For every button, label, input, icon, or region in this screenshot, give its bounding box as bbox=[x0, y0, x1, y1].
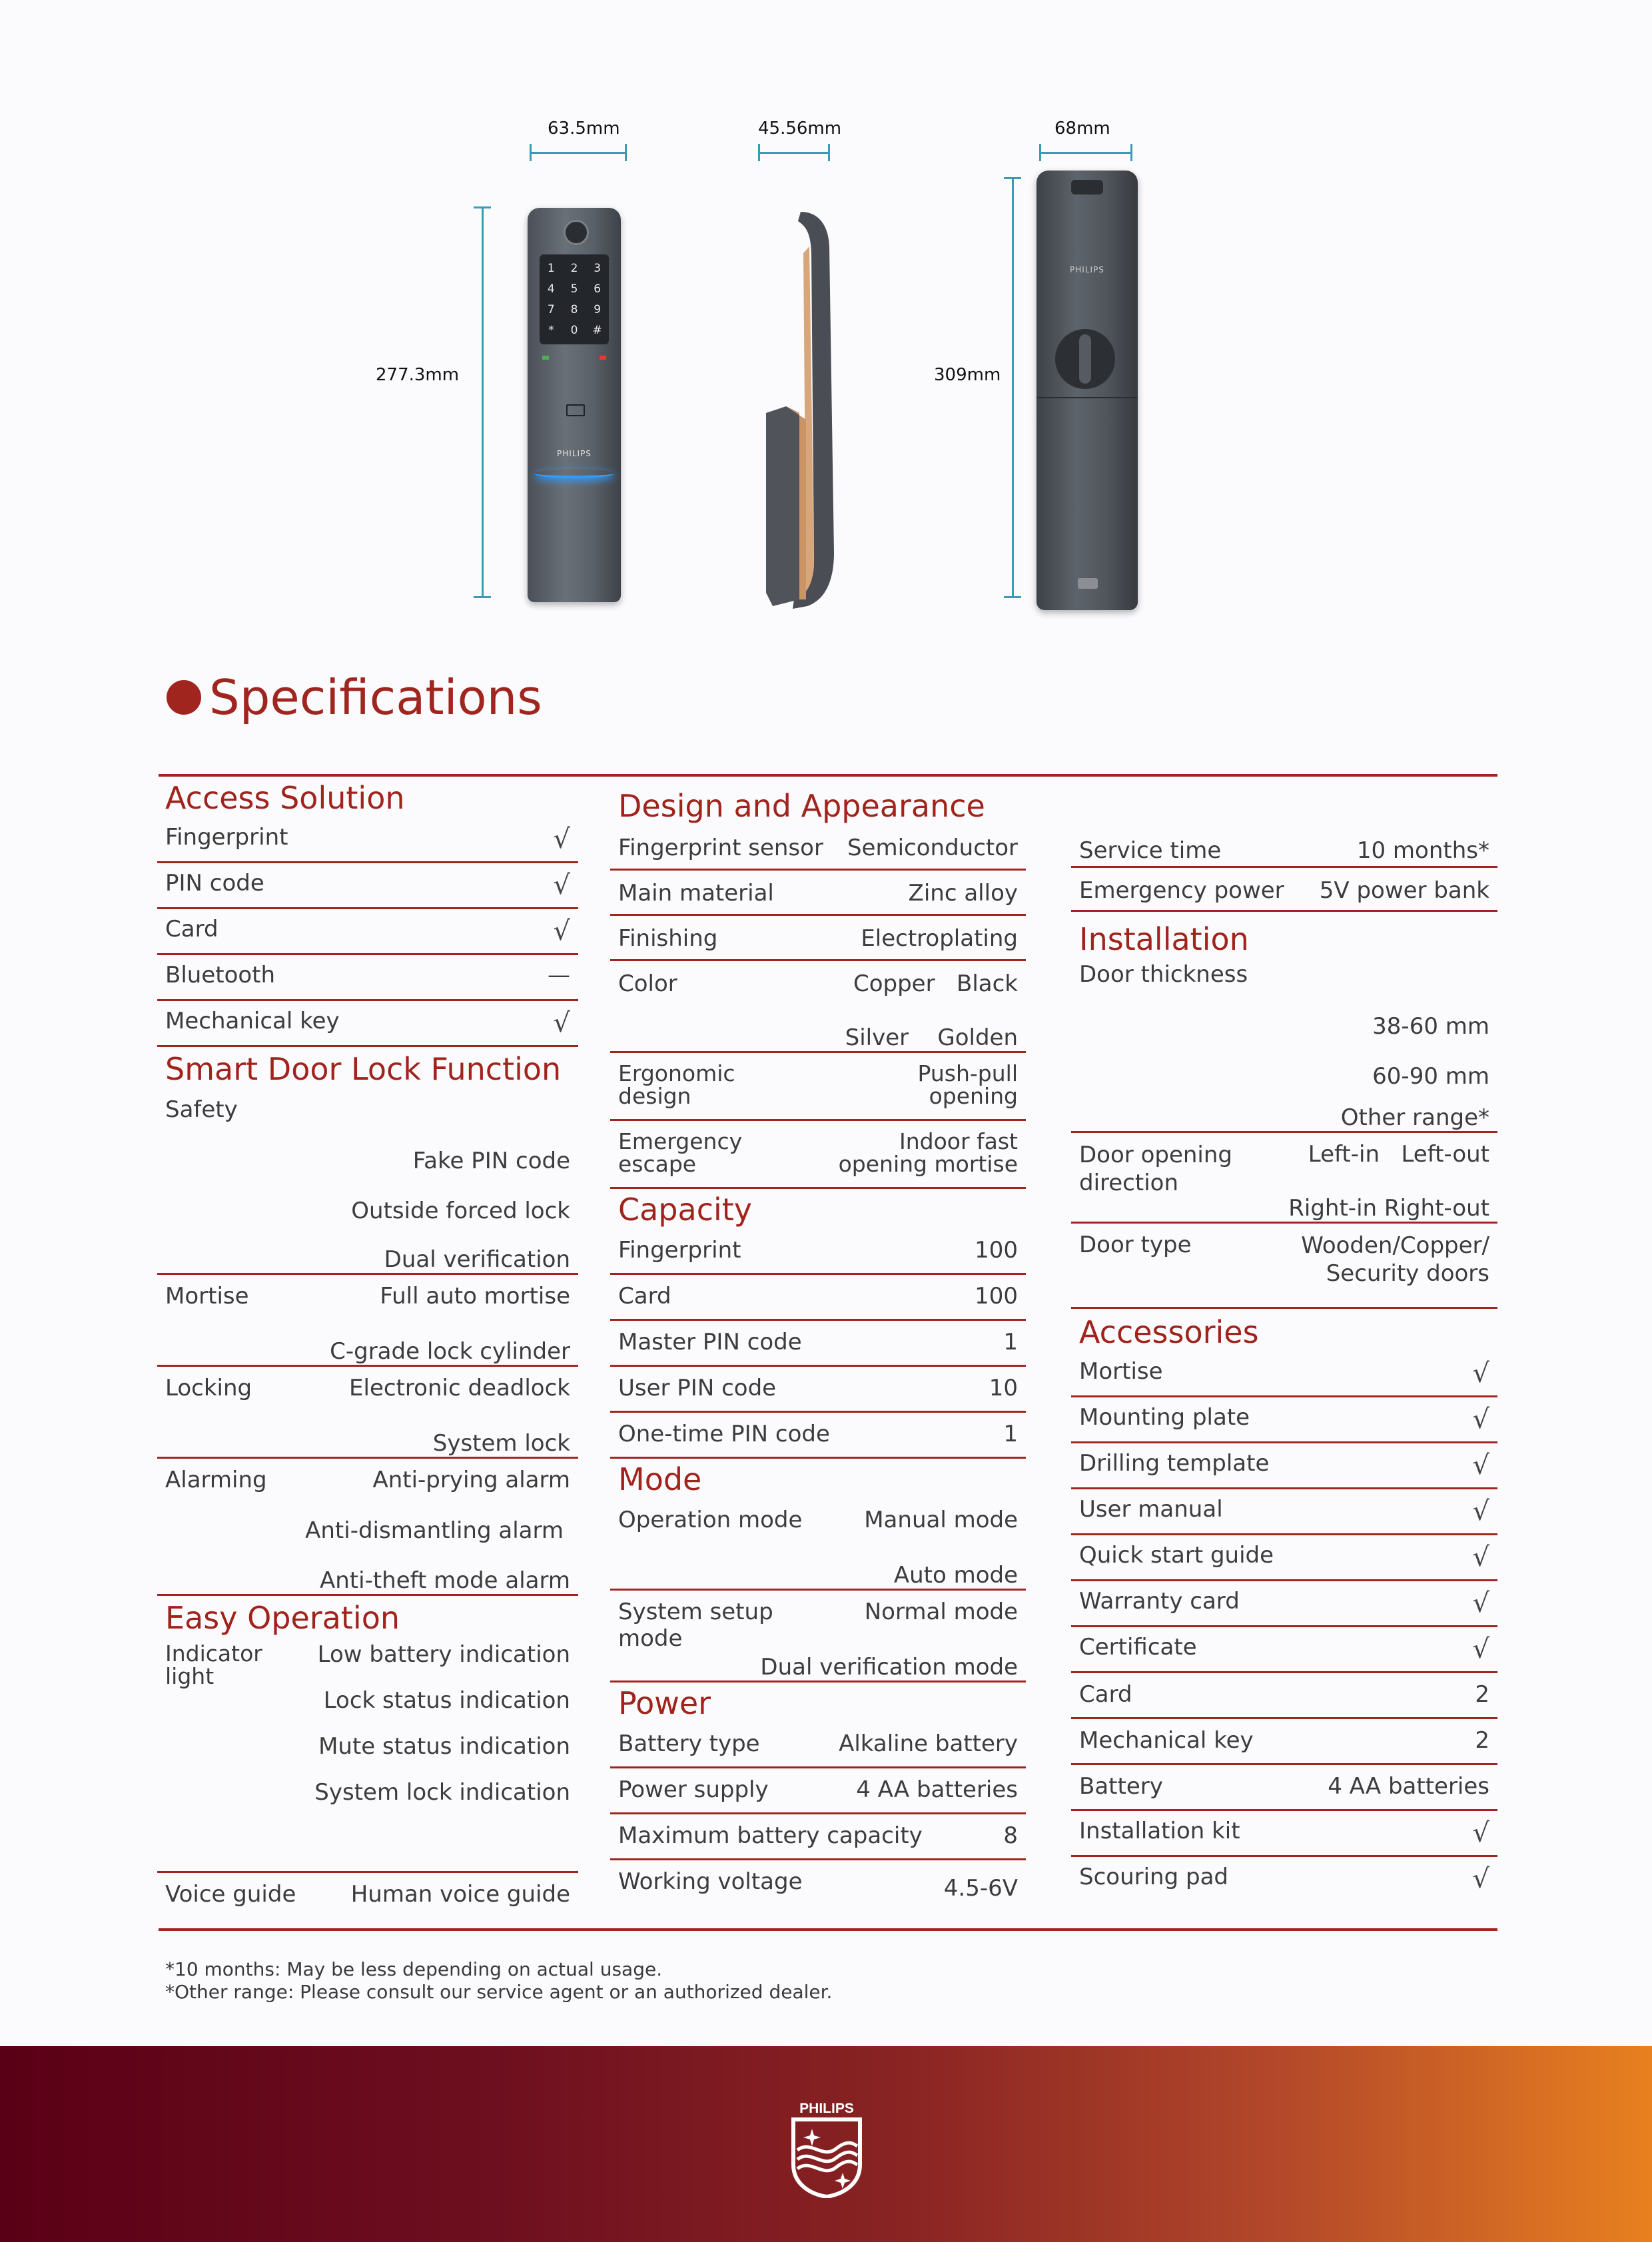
spec-row bbox=[610, 1321, 1026, 1367]
spec-value: Zinc alloy bbox=[908, 880, 1018, 907]
key: * bbox=[548, 323, 554, 337]
spec-row bbox=[1071, 1535, 1497, 1581]
spec-value: Right-out bbox=[1384, 1195, 1489, 1222]
front-width-line bbox=[530, 152, 627, 154]
tick bbox=[1004, 177, 1021, 179]
spec-key: Door type bbox=[1079, 1232, 1192, 1258]
tick bbox=[625, 144, 627, 161]
spec-key: Working voltage bbox=[618, 1868, 803, 1895]
spec-key: Door opening direction bbox=[1079, 1142, 1232, 1196]
table-bottom-rule bbox=[159, 1928, 1497, 1931]
indicator-values bbox=[314, 1632, 570, 1816]
spec-value: 10 bbox=[989, 1375, 1018, 1401]
status-led-red bbox=[600, 356, 606, 360]
spec-value: Low battery indication bbox=[317, 1641, 570, 1668]
spec-value: √ bbox=[1472, 1404, 1489, 1435]
spec-key: Power supply bbox=[618, 1776, 769, 1803]
spec-key: Fingerprint bbox=[165, 824, 288, 851]
spec-value: 1 bbox=[1003, 1329, 1018, 1355]
specifications-heading bbox=[167, 669, 542, 725]
spec-column-1 bbox=[157, 775, 578, 1913]
light-bar bbox=[534, 469, 614, 478]
logo-text: PHILIPS bbox=[799, 2101, 854, 2116]
front-height-line bbox=[482, 206, 484, 598]
spec-value: Left-out bbox=[1401, 1141, 1489, 1168]
spec-row-mortise bbox=[157, 1275, 578, 1367]
spec-key: Main material bbox=[618, 880, 774, 907]
spec-key: Fingerprint bbox=[618, 1237, 741, 1264]
section-mode: Mode bbox=[618, 1461, 702, 1497]
spec-row bbox=[1071, 1673, 1497, 1719]
spec-key: Mechanical key bbox=[165, 1008, 340, 1034]
spec-row bbox=[610, 1860, 1026, 1900]
spec-value: 5V power bank bbox=[1319, 877, 1489, 904]
spec-row bbox=[157, 955, 578, 1001]
spec-row bbox=[610, 1413, 1026, 1459]
spec-value: 60-90 mm bbox=[1372, 1062, 1489, 1090]
spec-value: √ bbox=[553, 1008, 570, 1038]
spec-row-color bbox=[610, 961, 1026, 1053]
tick bbox=[530, 144, 532, 161]
section-capacity: Capacity bbox=[618, 1192, 753, 1228]
spec-key: Fingerprint sensor bbox=[618, 835, 823, 861]
section-accessories: Accessories bbox=[1079, 1314, 1259, 1350]
spec-value: Full auto mortise bbox=[380, 1283, 570, 1309]
spec-value: Lock status indication bbox=[323, 1687, 570, 1714]
tick bbox=[1004, 596, 1021, 598]
color-value: Copper bbox=[853, 970, 935, 997]
spec-row bbox=[1071, 1719, 1497, 1765]
back-height-label: 309mm bbox=[934, 365, 1001, 385]
spec-value: Wooden/Copper/ bbox=[1301, 1232, 1489, 1259]
spec-key: Warranty card bbox=[1079, 1588, 1240, 1615]
key: 3 bbox=[594, 262, 602, 276]
spec-row-door-type bbox=[1071, 1224, 1497, 1309]
spec-key: Ergonomic design bbox=[618, 1060, 735, 1109]
footnote: *Other range: Please consult our service agent or an authorized dealer. bbox=[165, 1981, 833, 2003]
philips-shield-logo bbox=[788, 2098, 865, 2198]
spec-row-setup-mode bbox=[610, 1591, 1026, 1682]
usb-port bbox=[1078, 578, 1098, 589]
front-width-label: 63.5mm bbox=[548, 119, 620, 139]
section-power: Power bbox=[618, 1685, 711, 1721]
spec-value: 4.5-6V bbox=[943, 1875, 1018, 1902]
color-value: Silver bbox=[845, 1024, 909, 1051]
tick bbox=[1130, 144, 1132, 161]
spec-key: Emergency power bbox=[1079, 877, 1284, 904]
spec-key: Mechanical key bbox=[1079, 1727, 1254, 1754]
spec-key: Mortise bbox=[1079, 1358, 1163, 1385]
front-height-label: 277.3mm bbox=[376, 365, 460, 385]
spec-value: √ bbox=[1472, 1864, 1489, 1894]
key: 0 bbox=[570, 323, 578, 337]
spec-value: Electroplating bbox=[861, 925, 1018, 952]
spec-key: Mounting plate bbox=[1079, 1404, 1250, 1431]
brand-label: PHILIPS bbox=[557, 449, 592, 458]
key: 7 bbox=[547, 302, 555, 316]
spec-value: 2 bbox=[1475, 1681, 1489, 1708]
spec-row bbox=[610, 1367, 1026, 1413]
lock-back-view bbox=[1036, 171, 1138, 610]
spec-key: Voice guide bbox=[165, 1881, 296, 1908]
spec-value: 100 bbox=[975, 1237, 1018, 1264]
spec-value: Left-in bbox=[1308, 1141, 1380, 1168]
spec-key: Card bbox=[618, 1283, 671, 1309]
spec-value: √ bbox=[1472, 1450, 1489, 1481]
footer-band bbox=[0, 2046, 1652, 2242]
spec-value: √ bbox=[1472, 1634, 1489, 1665]
spec-row-opening-direction bbox=[1071, 1133, 1497, 1224]
spec-row-alarming bbox=[157, 1459, 578, 1596]
side-width-line bbox=[758, 152, 830, 154]
spec-key: Quick start guide bbox=[1079, 1542, 1274, 1569]
spec-key: Door thickness bbox=[1079, 961, 1248, 988]
spec-row bbox=[157, 863, 578, 909]
spec-value: 100 bbox=[975, 1283, 1018, 1309]
keypad bbox=[540, 254, 609, 344]
back-width-label: 68mm bbox=[1054, 119, 1110, 139]
spec-key: System setup mode bbox=[618, 1599, 773, 1652]
spec-row bbox=[1071, 1857, 1497, 1897]
spec-value: — bbox=[548, 962, 570, 988]
spec-value: √ bbox=[553, 916, 570, 946]
spec-value: Security doors bbox=[1326, 1260, 1489, 1287]
spec-value: √ bbox=[1472, 1358, 1489, 1389]
spec-value: Fake PIN code bbox=[412, 1148, 570, 1174]
key: 9 bbox=[594, 302, 602, 316]
key: 4 bbox=[547, 282, 555, 296]
spec-value: Semiconductor bbox=[847, 835, 1018, 861]
key: # bbox=[592, 323, 602, 337]
spec-key: Scouring pad bbox=[1079, 1864, 1228, 1890]
spec-key: Color bbox=[618, 970, 677, 997]
section-smart-door-lock: Smart Door Lock Function bbox=[165, 1051, 562, 1087]
spec-value: Auto mode bbox=[893, 1562, 1018, 1589]
tick bbox=[758, 144, 760, 161]
spec-key: Operation mode bbox=[618, 1507, 803, 1533]
bullet-dot-icon bbox=[167, 680, 201, 715]
key: 2 bbox=[570, 262, 578, 276]
spec-row bbox=[157, 817, 578, 863]
status-led-green bbox=[542, 356, 549, 360]
spec-row bbox=[610, 916, 1026, 961]
section-easy-operation: Easy Operation bbox=[165, 1600, 400, 1636]
spec-row bbox=[157, 1001, 578, 1047]
spec-value: C-grade lock cylinder bbox=[330, 1338, 570, 1365]
spec-row-operation-mode bbox=[610, 1499, 1026, 1591]
spec-row bbox=[1071, 1351, 1497, 1397]
spec-key: Card bbox=[1079, 1681, 1132, 1708]
spec-row bbox=[1071, 1489, 1497, 1535]
spec-value: Indoor fast opening mortise bbox=[838, 1128, 1018, 1177]
key: 5 bbox=[570, 282, 578, 296]
spec-key: User PIN code bbox=[618, 1375, 777, 1401]
spec-key: Certificate bbox=[1079, 1634, 1197, 1661]
spec-value: Mute status indication bbox=[318, 1733, 570, 1760]
lock-side-view bbox=[759, 206, 846, 616]
key: 8 bbox=[570, 302, 578, 316]
spec-value: Right-in bbox=[1288, 1195, 1378, 1222]
back-brand-label: PHILIPS bbox=[1070, 265, 1104, 274]
spec-row bbox=[1071, 1765, 1497, 1811]
spec-key: Card bbox=[165, 916, 218, 942]
spec-value: 4 AA batteries bbox=[1328, 1773, 1489, 1800]
spec-value: System lock indication bbox=[314, 1779, 570, 1806]
specifications-title: Specifications bbox=[209, 669, 542, 725]
spec-key: Emergency escape bbox=[618, 1128, 743, 1177]
tick bbox=[474, 596, 491, 598]
spec-value: √ bbox=[1472, 1818, 1489, 1848]
spec-row-door-thickness bbox=[1071, 958, 1497, 1133]
spec-value: Alkaline battery bbox=[839, 1730, 1018, 1757]
spec-row bbox=[610, 1768, 1026, 1814]
spec-key: Alarming bbox=[165, 1467, 267, 1493]
section-installation: Installation bbox=[1079, 921, 1249, 957]
spec-value: Electronic deadlock bbox=[349, 1375, 570, 1401]
spec-key: One-time PIN code bbox=[618, 1421, 830, 1447]
color-value: Black bbox=[957, 970, 1018, 997]
knob-handle bbox=[1079, 334, 1091, 384]
spec-key: Master PIN code bbox=[618, 1329, 802, 1355]
footnote: *10 months: May be less depending on actual usage. bbox=[165, 1958, 663, 1980]
tick bbox=[474, 206, 491, 208]
spec-key: Locking bbox=[165, 1375, 252, 1401]
spec-value: 2 bbox=[1475, 1727, 1489, 1754]
back-width-line bbox=[1039, 152, 1132, 154]
spec-key: User manual bbox=[1079, 1496, 1223, 1523]
spec-row-emergency-power bbox=[1071, 868, 1497, 912]
side-width-label: 45.56mm bbox=[758, 119, 842, 139]
spec-key: Drilling template bbox=[1079, 1450, 1270, 1477]
spec-value: Normal mode bbox=[864, 1599, 1018, 1625]
back-slot bbox=[1071, 180, 1103, 194]
spec-value: Manual mode bbox=[864, 1507, 1018, 1533]
spec-value: √ bbox=[553, 870, 570, 901]
spec-value: √ bbox=[1472, 1588, 1489, 1619]
thumb-turn-knob bbox=[1055, 329, 1115, 389]
spec-key: Finishing bbox=[618, 925, 718, 952]
spec-value: 1 bbox=[1003, 1421, 1018, 1447]
color-value: Golden bbox=[937, 1024, 1018, 1051]
tick bbox=[828, 144, 830, 161]
key: 6 bbox=[594, 282, 602, 296]
spec-row bbox=[1071, 1581, 1497, 1627]
key: 1 bbox=[547, 262, 555, 276]
spec-row bbox=[1071, 1443, 1497, 1489]
spec-value: System lock bbox=[432, 1430, 570, 1457]
spec-value: 8 bbox=[1003, 1822, 1018, 1849]
spec-row bbox=[610, 1053, 1026, 1121]
spec-key: Bluetooth bbox=[165, 962, 276, 988]
lock-front-view bbox=[528, 208, 621, 602]
spec-value: Human voice guide bbox=[350, 1881, 570, 1908]
spec-value: √ bbox=[1472, 1542, 1489, 1573]
spec-row bbox=[610, 825, 1026, 871]
spec-row bbox=[610, 1275, 1026, 1321]
spec-key: Battery type bbox=[618, 1730, 760, 1757]
section-design-appearance: Design and Appearance bbox=[618, 788, 985, 824]
card-reader-icon bbox=[566, 404, 585, 416]
spec-row bbox=[610, 1814, 1026, 1860]
spec-value: Dual verification bbox=[384, 1246, 570, 1273]
spec-column-3 bbox=[1071, 775, 1497, 1897]
spec-column-2 bbox=[610, 775, 1026, 1900]
spec-row bbox=[610, 1229, 1026, 1275]
tick bbox=[1039, 144, 1041, 161]
back-height-line bbox=[1012, 177, 1014, 598]
spec-value: Push-pull opening bbox=[917, 1060, 1018, 1109]
door-type-values bbox=[1301, 1232, 1489, 1288]
spec-row-indicator bbox=[157, 1637, 578, 1873]
spec-row bbox=[1071, 1397, 1497, 1443]
spec-value: Outside forced lock bbox=[351, 1198, 570, 1224]
spec-value: Anti-dismantling alarm bbox=[305, 1517, 564, 1544]
spec-value: Anti-prying alarm bbox=[372, 1467, 570, 1493]
spec-key: Indicator light bbox=[165, 1641, 262, 1689]
spec-row bbox=[610, 1121, 1026, 1189]
section-access-solution: Access Solution bbox=[165, 780, 405, 816]
spec-row bbox=[1071, 1811, 1497, 1857]
spec-value: Anti-theft mode alarm bbox=[319, 1567, 570, 1594]
spec-key: Maximum battery capacity bbox=[618, 1822, 923, 1849]
spec-key: Safety bbox=[165, 1096, 238, 1123]
spec-value: √ bbox=[1472, 1496, 1489, 1527]
spec-row-locking bbox=[157, 1367, 578, 1459]
spec-key: Installation kit bbox=[1079, 1818, 1240, 1844]
spec-row bbox=[610, 1722, 1026, 1768]
cover-seam bbox=[1036, 397, 1138, 398]
spec-key: Battery bbox=[1079, 1773, 1163, 1800]
spec-value: 4 AA batteries bbox=[856, 1776, 1018, 1803]
spec-value: 10 months* bbox=[1356, 837, 1489, 864]
spec-key: PIN code bbox=[165, 870, 264, 897]
fingerprint-sensor-icon bbox=[564, 220, 589, 245]
spec-row-voice bbox=[157, 1873, 578, 1913]
spec-key: Mortise bbox=[165, 1283, 249, 1309]
spec-row bbox=[157, 909, 578, 955]
spec-key: Service time bbox=[1079, 837, 1222, 864]
spec-value: √ bbox=[553, 824, 570, 855]
spec-value: Dual verification mode bbox=[760, 1654, 1018, 1681]
spec-row bbox=[610, 871, 1026, 916]
spec-row-safety bbox=[157, 1088, 578, 1275]
spec-row-service bbox=[1071, 775, 1497, 868]
spec-value: Other range* bbox=[1340, 1104, 1489, 1131]
spec-value: 38-60 mm bbox=[1372, 1013, 1489, 1040]
spec-row bbox=[1071, 1627, 1497, 1673]
